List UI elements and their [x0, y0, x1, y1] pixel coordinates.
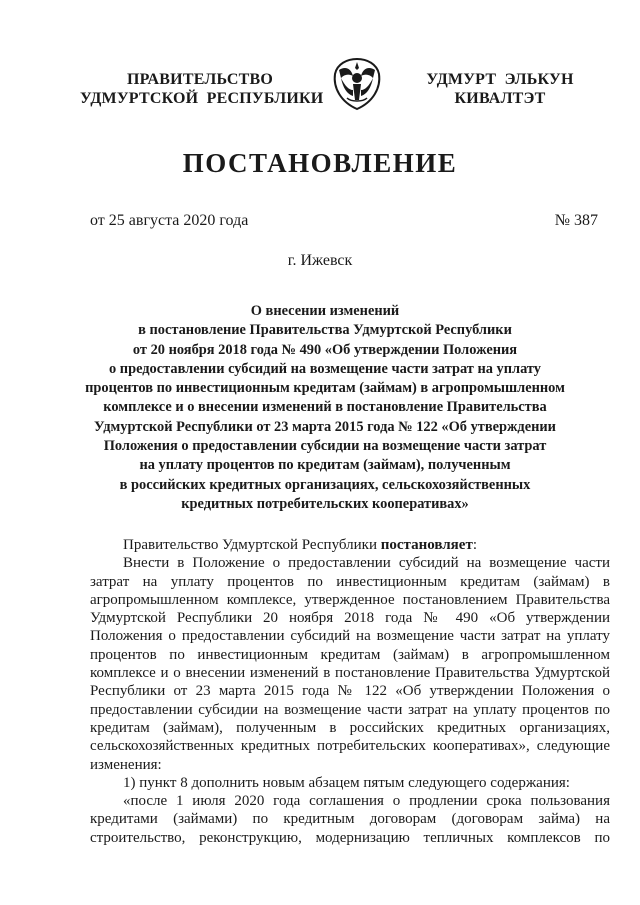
body-line: комплексе и о внесении изменений в постановление Правительства Удмуртской [90, 665, 610, 682]
body-line: строительство, реконструкцию, модернизацию тепличных комплексов по [90, 829, 610, 846]
body-line: Внести в Положение о предоставлении субсидий на возмещение части [123, 555, 610, 572]
government-header-ru [80, 70, 324, 108]
document-date: от 25 августа 2020 года [90, 212, 249, 229]
header-line: УДМУРТ ЭЛЬКУН [426, 71, 574, 88]
udmurt-coat-of-arms-icon [329, 56, 385, 112]
subject-line: в постановление Правительства Удмуртской Республики [138, 322, 512, 339]
subject-line: на уплату процентов по кредитам (займам), полученным [139, 457, 511, 474]
body-line: Положения о предоставлении субсидий на возмещение части затрат на уплату [90, 628, 610, 645]
header-line: УДМУРТСКОЙ РЕСПУБЛИКИ [80, 90, 324, 107]
preamble-verb: постановляет [380, 537, 473, 553]
subject-line: комплексе и о внесении изменений в постановление Правительства [103, 399, 547, 416]
preamble-paragraph [90, 536, 610, 554]
document-number: № 387 [554, 212, 598, 229]
body-line: 1) пункт 8 дополнить новым абзацем пятым следующего содержания: [123, 774, 570, 791]
preamble-text: Правительство Удмуртской Республики [123, 537, 381, 553]
body-line: сельскохозяйственных кредитных потребительских кооперативах», следующие [90, 738, 610, 755]
document-title: ПОСТАНОВЛЕНИЕ [182, 148, 458, 178]
document-body [90, 536, 610, 847]
subject-line: О внесении изменений [250, 303, 400, 319]
document-city: г. Ижевск [287, 252, 353, 269]
subject-line: процентов по инвестиционным кредитам (займам) в агропромышленном [85, 380, 565, 397]
body-line: Республики от 23 марта 2015 года № 122 «Об утверждении Положения о [90, 683, 610, 700]
body-line: «после 1 июля 2020 года соглашения о продлении срока пользования [123, 793, 610, 810]
subject-line: от 20 ноября 2018 года № 490 «Об утверждении Положения [132, 341, 518, 358]
body-line: агропромышленном комплексе, утвержденное постановлением Правительства [90, 591, 610, 608]
preamble-colon: : [472, 537, 477, 553]
subject-line: Удмуртской Республики от 23 марта 2015 года № 122 «Об утверждении [94, 418, 556, 435]
body-line: кредитам (займам), полученным в российских кредитных организациях, [90, 719, 610, 736]
body-line: кредитами (займами) по кредитным договорам (договорам займа) на [90, 811, 610, 828]
header-line: КИВАЛТЭТ [454, 90, 546, 107]
body-line: процентов по инвестиционным кредитам (займам) в агропромышленном [90, 646, 610, 663]
body-line: предоставлении субсидии на возмещение части затрат на уплату процентов по [90, 701, 610, 718]
body-line: Удмуртской Республики 20 ноября 2018 года № 490 «Об утверждении [90, 610, 610, 627]
government-header-udm [420, 70, 580, 108]
subject-line: Положения о предоставлении субсидии на возмещение части затрат [103, 438, 547, 455]
document-subject [80, 302, 570, 514]
header-line: ПРАВИТЕЛЬСТВО [126, 71, 274, 88]
subject-line: в российских кредитных организациях, сельскохозяйственных [119, 476, 531, 493]
subject-line: кредитных потребительских кооперативах» [181, 495, 469, 512]
body-line: изменения: [90, 756, 162, 773]
body-line: затрат на уплату процентов по инвестиционным кредитам (займам) в [90, 573, 610, 590]
subject-line: о предоставлении субсидий на возмещение части затрат на уплату [108, 360, 541, 377]
